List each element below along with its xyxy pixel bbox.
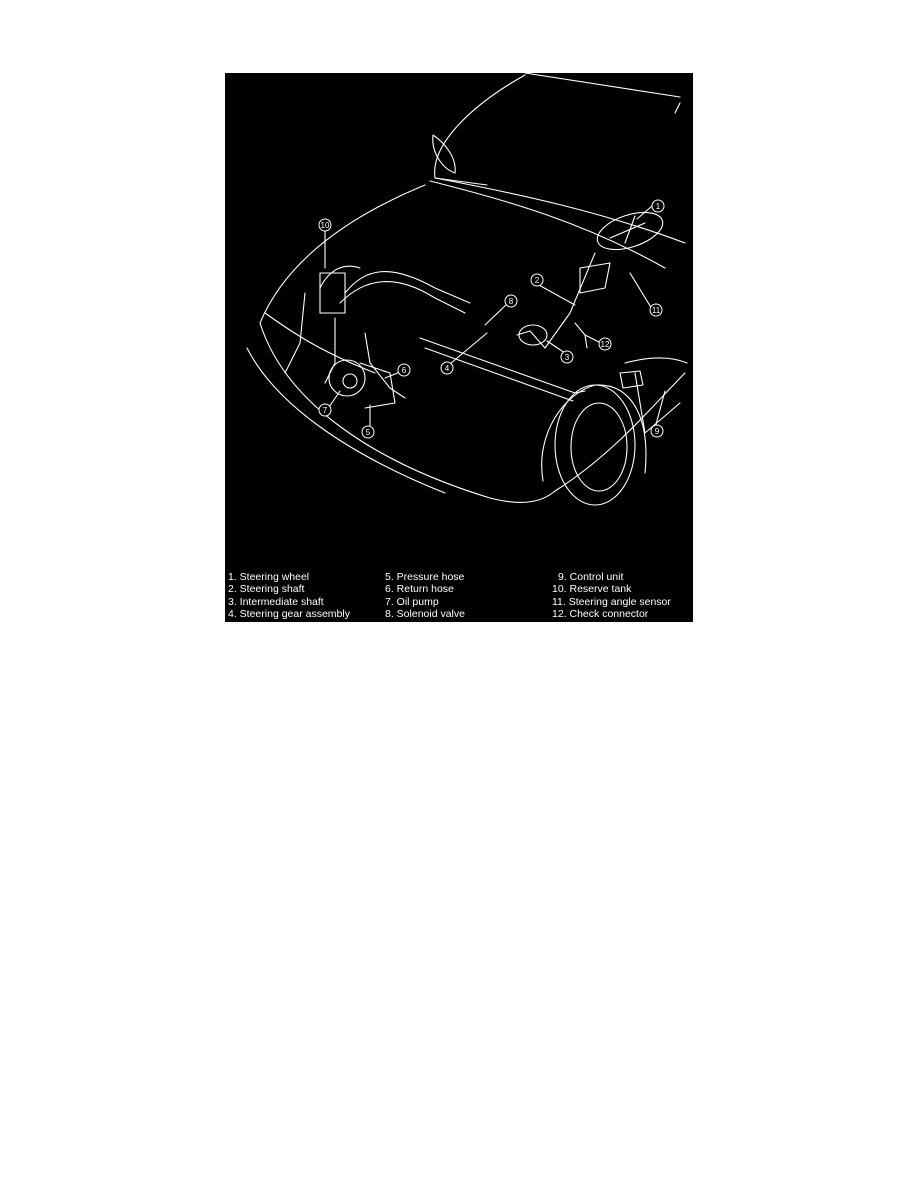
callout-7	[319, 404, 331, 416]
parts-legend	[225, 571, 693, 622]
callout-9	[651, 425, 663, 437]
callout-4	[441, 362, 453, 374]
legend-item: 7. Oil pump	[385, 595, 439, 608]
callout-number: 2	[534, 276, 540, 285]
leader-3	[547, 341, 565, 353]
callout-number: 5	[365, 428, 371, 437]
callout-number: 7	[322, 406, 328, 415]
rear-fender	[635, 373, 680, 433]
car-front-illustration	[225, 73, 693, 622]
callout-5	[362, 426, 374, 438]
callout-number: 12	[600, 340, 610, 349]
windshield-top-line	[525, 73, 680, 97]
hose-route-b	[340, 282, 465, 313]
callout-number: 10	[320, 221, 330, 230]
legend-item: 1. Steering wheel	[228, 571, 310, 583]
leader-9	[655, 391, 665, 428]
callout-10	[319, 219, 331, 231]
callout-3	[561, 351, 573, 363]
leader-2	[537, 284, 575, 305]
callout-number: 1	[655, 202, 661, 211]
front-rim	[571, 403, 627, 491]
callout-12	[599, 338, 611, 350]
legend-item: 3. Intermediate shaft	[228, 595, 324, 608]
callout-number: 6	[401, 366, 407, 375]
windshield-frame	[435, 75, 525, 185]
hose-route-c	[320, 266, 360, 288]
hose-route-a	[345, 272, 470, 303]
front-lower	[247, 348, 445, 493]
leader-11	[630, 273, 652, 309]
door-line	[625, 358, 687, 363]
legend-item: 9. Control unit	[558, 571, 624, 583]
reserve-tank	[320, 273, 345, 313]
legend-item: 8. Solenoid valve	[385, 607, 465, 620]
legend-item: 2. Steering shaft	[228, 583, 305, 596]
oil-pump-hub	[343, 374, 357, 388]
callout-11	[650, 304, 662, 316]
callout-number: 9	[654, 427, 660, 436]
side-mirror	[433, 135, 455, 173]
legend-item: 12. Check connector	[552, 607, 649, 620]
oil-pump-pulley	[329, 360, 365, 396]
steering-system-figure	[225, 73, 693, 622]
legend-column-1	[228, 571, 350, 620]
legend-item: 5. Pressure hose	[385, 571, 465, 583]
callout-1	[652, 200, 664, 212]
legend-item: 11. Steering angle sensor	[552, 595, 671, 608]
callout-number: 8	[508, 297, 514, 306]
legend-item: 6. Return hose	[385, 583, 454, 596]
callout-2	[531, 274, 543, 286]
leader-6	[385, 372, 400, 378]
legend-column-3	[544, 571, 671, 620]
leader-8	[485, 303, 508, 325]
steering-rack-lower	[425, 348, 573, 401]
callout-6	[398, 364, 410, 376]
callout-number: 11	[651, 306, 661, 315]
hood-leading-edge	[260, 185, 425, 323]
leader-12	[585, 335, 601, 343]
front-fascia	[260, 323, 555, 502]
control-unit-box	[620, 371, 643, 388]
pressure-hose	[365, 333, 405, 398]
callout-number: 3	[564, 353, 570, 362]
a-pillar	[675, 103, 680, 113]
oil-pump-body	[360, 363, 395, 408]
legend-item: 4. Steering gear assembly	[228, 607, 350, 620]
callout-number: 4	[444, 364, 450, 373]
legend-column-2	[385, 571, 465, 620]
legend-item: 10. Reserve tank	[552, 583, 632, 596]
callout-8	[505, 295, 517, 307]
